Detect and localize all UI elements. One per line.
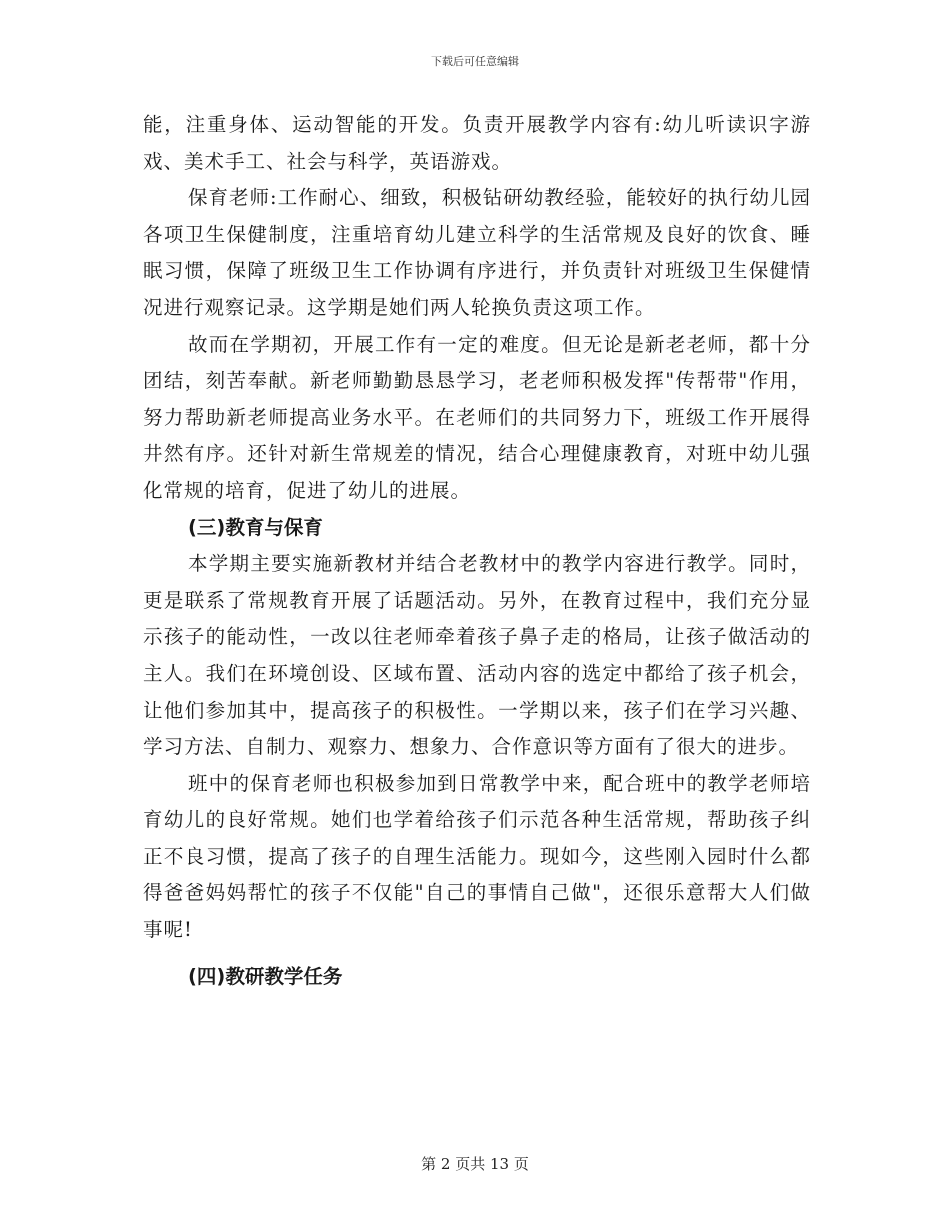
section-heading-education-care: (三)教育与保育: [188, 515, 323, 539]
paragraph-teaching: 本学期主要实施新教材并结合老教材中的教学内容进行教学。同时，更是联系了常规教育开展了话题活动。另外，在教育过程中，我们充分显示孩子的能动性，一改以往老师牵着孩子鼻子走的格局，让孩子做活动的主人。我们在环境创设、区域布置、活动内容的选定中都给了孩子机会，让他们参加其中，提高孩子的积极性。一学期以来，孩子们在学习兴趣、学习方法、自制力、观察力、想象力、合作意识等方面有了很大的进步。: [143, 552, 811, 759]
paragraph-continuation: 能，注重身体、运动智能的开发。负责开展教学内容有:幼儿听读识字游戏、美术手工、社会与科学，英语游戏。: [143, 113, 811, 173]
page-header: 下载后可任意编辑: [431, 55, 519, 68]
paragraph-care-teacher: 保育老师:工作耐心、细致，积极钻研幼教经验，能较好的执行幼儿园各项卫生保健制度，注重培育幼儿建立科学的生活常规及良好的饮食、睡眠习惯，保障了班级卫生工作协调有序进行，并负责针对班级卫生保健情况进行观察记录。这学期是她们两人轮换负责这项工作。: [143, 186, 811, 319]
paragraph-teamwork: 故而在学期初，开展工作有一定的难度。但无论是新老老师，都十分团结，刻苦奉献。新老师勤勤恳恳学习，老老师积极发挥"传帮带"作用，努力帮助新老师提高业务水平。在老师们的共同努力下，班级工作开展得井然有序。还针对新生常规差的情况，结合心理健康教育，对班中幼儿强化常规的培育，促进了幼儿的进展。: [143, 332, 811, 502]
paragraph-care-teacher-participation: 班中的保育老师也积极参加到日常教学中来，配合班中的教学老师培育幼儿的良好常规。她们也学着给孩子们示范各种生活常规，帮助孩子纠正不良习惯，提高了孩子的自理生活能力。现如今，这些刚入园时什么都得爸爸妈妈帮忙的孩子不仅能"自己的事情自己做"，还很乐意帮大人们做事呢!: [143, 771, 811, 942]
document-body: [143, 107, 811, 995]
page-footer: 第 2 页共 13 页: [421, 1155, 529, 1173]
section-heading-research-tasks: (四)教研教学任务: [188, 964, 343, 988]
